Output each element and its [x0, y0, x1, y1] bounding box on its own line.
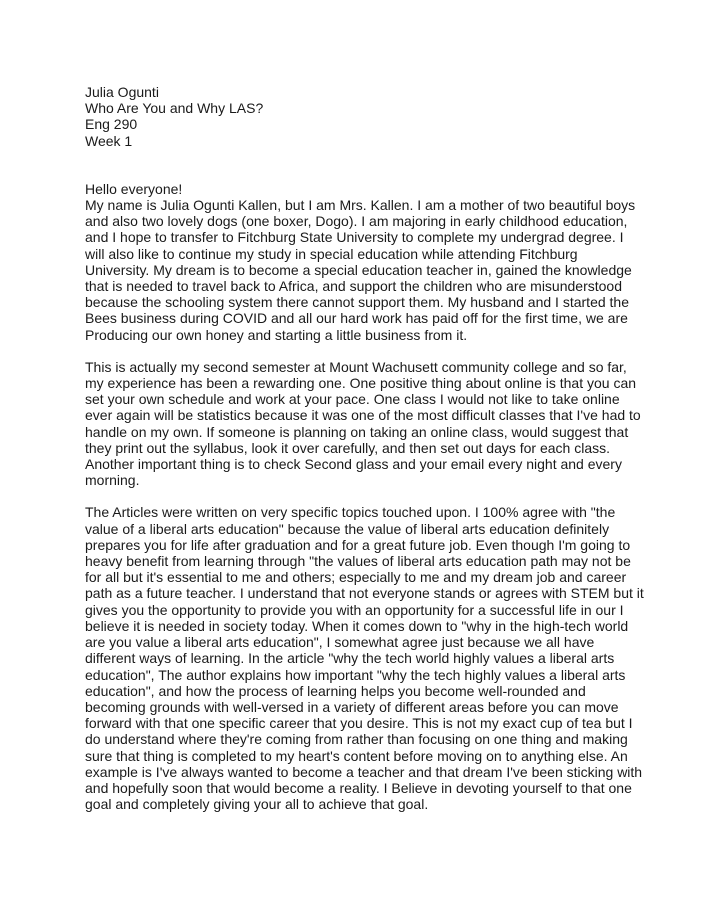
paragraph-intro: My name is Julia Ogunti Kallen, but I am Mrs. Kallen. I am a mother of two beautiful boys and also two lovely dogs (one boxer, Dogo). I am majoring in early childhood education, and I hope to transfer to Fitchburg State University to complete my undergrad degree. I will also like to continue my study in special education while attending Fitchburg University. My dream is to become a special education teacher in, gained the knowledge that is needed to travel back to Africa, and support the children who are misunderstood because the schooling system there cannot support them. My husband and I started the Bees business during COVID and all our hard work has paid off for the first time, we are Producing our own honey and starting a little business from it.: [85, 197, 636, 343]
author-name: Julia Ogunti: [85, 84, 159, 100]
greeting: Hello everyone!: [85, 180, 183, 197]
assignment-title: Who Are You and Why LAS?: [85, 100, 264, 117]
intro-section: [85, 181, 645, 343]
document-page: [85, 84, 645, 828]
paragraph-online-experience: This is actually my second semester at Mount Wachusett community college and so far, my experience has been a rewarding one. One positive thing about online is that you can set your own schedule and work at your pace. One class I would not like to take online ever again will be statistics because it was one of the most difficult classes that I've had to handle on my own. If someone is planning on taking an online class, would suggest that they print out the syllabus, look it over carefully, and then set out days for each class. Another important thing is to check Second glass and your email every night and every morning.: [85, 358, 641, 489]
paragraph-articles: The Articles were written on very specific topics touched upon. I 100% agree with "the value of a liberal arts education" because the value of liberal arts education definitely prepares you for life after graduation and for a great future job. Even though I'm going to heavy benefit from learning through "the values of liberal arts education path may not be for all but it's essential to me and others; especially to me and my dream job and career path as a future teacher. I understand that not everyone stands or agrees with STEM but it gives you the opportunity to provide you with an opportunity for a successful life in our I believe it is needed in society today. When it comes down to "why in the high-tech world are you value a liberal arts education", I somewhat agree just because we all have different ways of learning. In the article "why the tech world highly values a liberal arts education", The author explains how important "why the tech highly values a liberal arts education", and how the process of learning helps you become well-rounded and becoming grounds with well-versed in a variety of different areas before you can move forward with that one specific career that you desire. This is not my exact cup of tea but I do understand where they're coming from rather than focusing on one thing and making sure that thing is completed to my heart's content before moving on to anything else. An example is I've always wanted to become a teacher and that dream I've been sticking with and hopefully soon that would become a reality. I Believe in devoting yourself to that one goal and completely giving your all to achieve that goal.: [85, 504, 644, 813]
document-header: [85, 84, 645, 149]
week-label: Week 1: [85, 132, 133, 149]
course-code: Eng 290: [85, 116, 138, 133]
